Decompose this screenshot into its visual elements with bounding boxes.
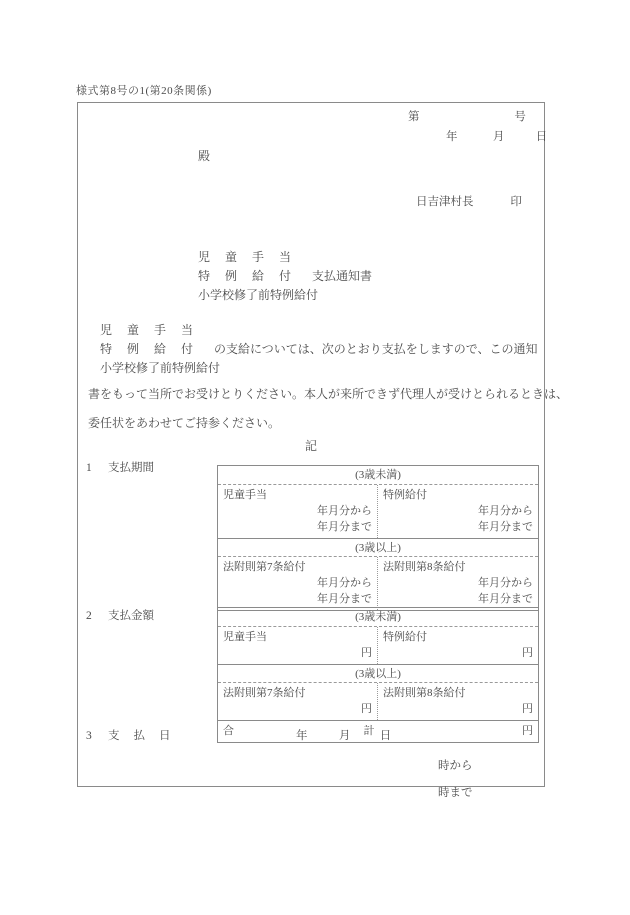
benefit-name: 特例給付 [383, 631, 427, 643]
title-char: 付 [279, 269, 292, 283]
benefit-name: 児童手当 [223, 489, 267, 501]
payday-time-from: 時から [438, 760, 473, 772]
period-row-over3 [218, 557, 538, 610]
amount-row-over3 [218, 683, 538, 720]
benefit-name: 児童手当 [223, 631, 267, 643]
body-continuation: の支給については、次のとおり支払をしますので、この通知 [214, 342, 538, 356]
amount-currency-unit: 円 [361, 647, 372, 659]
period-from-year: 年 [317, 577, 328, 589]
title-line-2 [198, 267, 372, 286]
amount-row-under3 [218, 627, 538, 664]
title-char: 児 [198, 250, 211, 264]
body-paragraph-1 [100, 321, 538, 378]
seal-icon: 印 [510, 196, 522, 208]
section-2-number: 2 [86, 610, 92, 622]
period-to-month: 月分まで [489, 521, 533, 533]
period-from [223, 503, 372, 519]
benefit-name: 法附則第7条給付 [223, 561, 306, 573]
payday-year: 年 [296, 730, 308, 742]
body-paragraph-2 [88, 380, 568, 438]
section-3-char: 払 [133, 730, 145, 742]
body-line-2 [100, 340, 538, 359]
group-header-under3: (3歳未満) [218, 466, 538, 485]
group-header-over3: (3歳以上) [218, 538, 538, 557]
amount-cell-article7 [218, 683, 378, 720]
issuer-line [416, 193, 522, 209]
group-header-over3: (3歳以上) [218, 664, 538, 683]
period-from-month: 月分から [489, 505, 533, 517]
period-from-month: 月分から [328, 577, 372, 589]
period-cell-article7 [218, 557, 378, 610]
document-number-line [408, 108, 526, 124]
benefit-name: 法附則第8条給付 [383, 687, 466, 699]
period-from-year: 年 [317, 505, 328, 517]
benefit-name: 法附則第7条給付 [223, 687, 306, 699]
section-2-title: 支払金額 [108, 610, 154, 622]
period-row-under3 [218, 485, 538, 538]
total-currency-unit: 円 [522, 725, 533, 737]
issue-date-year: 年 [446, 131, 458, 143]
total-label-left: 合 [223, 725, 234, 737]
total-label-right: 計 [363, 725, 375, 737]
period-to-month: 月分まで [328, 593, 372, 605]
period-to-year: 年 [478, 521, 489, 533]
payment-period-table [217, 465, 539, 611]
section-2-label [86, 607, 154, 623]
amount-cell-article8 [378, 683, 538, 720]
amount-currency-unit: 円 [361, 703, 372, 715]
document-title-block [198, 248, 372, 305]
issuer-name: 日吉津村長 [416, 196, 474, 208]
period-from-month: 月分から [489, 577, 533, 589]
body-char: 付 [181, 342, 194, 356]
body-char: 童 [127, 323, 140, 337]
body-char: 給 [154, 342, 167, 356]
amount-currency-unit: 円 [522, 647, 533, 659]
issue-date-line [446, 128, 547, 144]
body-line-3: 小学校修了前特例給付 [100, 361, 221, 375]
form-number: 様式第8号の1(第20条関係) [76, 85, 212, 97]
benefit-name: 法附則第8条給付 [383, 561, 466, 573]
period-cell-article8 [378, 557, 538, 610]
period-to-year: 年 [317, 593, 328, 605]
form-frame [77, 102, 569, 799]
section-3-char: 日 [159, 730, 171, 742]
period-to [223, 591, 372, 607]
period-to-month: 月分まで [328, 521, 372, 533]
body-char: 当 [181, 323, 194, 337]
payday-day: 日 [379, 730, 392, 742]
title-char: 特 [198, 269, 211, 283]
body-line-1 [100, 321, 538, 340]
title-char: 童 [225, 250, 238, 264]
period-cell-child-allowance [218, 485, 378, 538]
section-3-char: 支 [108, 730, 120, 742]
period-to-year: 年 [317, 521, 328, 533]
amount-cell-child-allowance [218, 627, 378, 664]
title-char: 例 [225, 269, 238, 283]
period-to-year: 年 [478, 593, 489, 605]
period-from [383, 575, 533, 591]
payday-date-line [296, 727, 391, 743]
group-header-under3: (3歳未満) [218, 608, 538, 627]
section-1-title: 支払期間 [108, 462, 154, 474]
body-char: 手 [154, 323, 167, 337]
title-char: 手 [252, 250, 265, 264]
issue-date-month: 月 [492, 131, 505, 143]
section-3-label [86, 727, 171, 743]
section-1-label [86, 459, 154, 475]
period-to [383, 519, 533, 535]
title-line-3: 小学校修了前特例給付 [198, 288, 319, 302]
addressee-honorific: 殿 [198, 149, 211, 163]
benefit-name: 特例給付 [383, 489, 427, 501]
amount-currency-unit: 円 [522, 703, 533, 715]
amount-cell-special-benefit [378, 627, 538, 664]
note-heading: 記 [304, 439, 317, 453]
document-number-unit: 号 [514, 111, 526, 123]
body-char: 児 [100, 323, 113, 337]
period-from [223, 575, 372, 591]
period-to [223, 519, 372, 535]
section-3-number: 3 [86, 730, 92, 742]
body-para2-line-1: 書をもって当所でお受けとりください。本人が来所できず代理人が受けとられるときは、 [88, 387, 569, 401]
body-para2-line-2: 委任状をあわせてご持参ください。 [88, 416, 281, 430]
period-to [383, 591, 533, 607]
payday-month: 月 [338, 730, 351, 742]
period-from-year: 年 [478, 505, 489, 517]
period-to-month: 月分まで [489, 593, 533, 605]
body-char: 特 [100, 342, 113, 356]
title-line-1 [198, 248, 372, 267]
payment-amount-table [217, 607, 539, 743]
document-kind: 支払通知書 [312, 269, 373, 283]
title-char: 給 [252, 269, 265, 283]
payday-time-block [438, 753, 473, 807]
period-from-year: 年 [478, 577, 489, 589]
document-number-label: 第 [408, 111, 420, 123]
body-char: 例 [127, 342, 140, 356]
section-1-number: 1 [86, 462, 92, 474]
title-char: 当 [279, 250, 292, 264]
payday-time-to: 時まで [438, 787, 473, 799]
period-from-month: 月分から [328, 505, 372, 517]
period-cell-special-benefit [378, 485, 538, 538]
issue-date-day: 日 [535, 131, 548, 143]
period-from [383, 503, 533, 519]
